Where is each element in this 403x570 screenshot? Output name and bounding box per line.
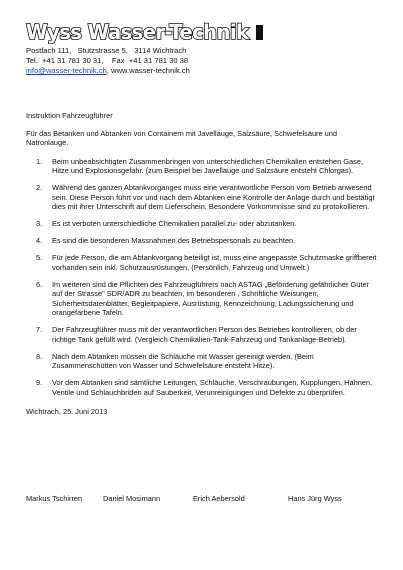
company-logo xyxy=(26,21,263,43)
list-item xyxy=(26,378,378,397)
document-title: Instruktion Fahrzeugführer xyxy=(26,111,113,120)
email-link[interactable]: info@wasser-technik.ch xyxy=(26,66,107,75)
list-item xyxy=(26,325,378,344)
list-item xyxy=(26,236,378,246)
signatory-name: Markus Tschirren xyxy=(26,494,83,503)
item-text: Vor dem Abtanken sind sämtliche Leitungen, Schläuche, Verschraubungen, Kupplungen, Hahnen, Ventile und Schlauchbriden auf Sauberkeit, Verunreinigungen und Defekte zu überprüfen. xyxy=(52,378,373,397)
item-text: Nach dem Abtanken müssen die Schläuche mit Wasser gereinigt werden. (Beim Zusammenschütten von Wasser und Schwefelsäure entsteht Hitze). xyxy=(52,351,314,370)
document-intro: Für das Betanken und Abtanken von Containern mit Javellauge, Salzsäure, Schwefelsäure und Natronlauge. xyxy=(26,128,338,147)
document-body xyxy=(26,111,378,417)
item-number: 2. xyxy=(36,183,43,192)
item-text: Im weiteren sind die Pflichten des Fahrzeugführers nach ASTAG „Beförderung gefährlicher Güter auf der Strasse" SDR/ADR zu beachten, im besonderen , Schriftliche Weisungen, Sicherheitsdatenblätter, Begleitpapiere, Ausrüstung, Kennzeichnung, Ladungssicherung und orangefarbene Tafeln. xyxy=(52,279,369,317)
item-text: Für jede Person, die am Abtankvorgang beteiligt ist, muss eine angepasste Schutzmaske griffbereit vorhanden sein inkl. Schutzausrüstungen, (Persönlich, Fahrzeug und Umwelt.) xyxy=(52,253,377,272)
item-text: Es sind die besonderen Massnahmen des Betriebspersonals zu beachten. xyxy=(52,236,296,245)
list-item xyxy=(26,280,378,318)
list-item xyxy=(26,157,378,176)
item-number: 7. xyxy=(36,325,43,334)
list-item xyxy=(26,183,378,212)
item-text: Beim unbeabsichtigten Zusammenbringen von unterschiedlichen Chemikalien entstehen Gase, Hitze und Explosionsgefahr. (zum Beispiel bei Javellauge und Salzsäure entsteht Chlorgas). xyxy=(52,156,363,175)
item-text: Es ist verboten unterschiedliche Chemikalien parallel zu- oder abzutanken. xyxy=(52,219,297,228)
item-number: 5. xyxy=(36,253,43,262)
list-item xyxy=(26,253,378,272)
item-number: 3. xyxy=(36,219,43,228)
item-text: Der Fahrzeugführer muss mit der verantwortlichen Person des Betriebes kontrollieren, ob der richtige Tank gefüllt wird. (Vergleich Chemikalien-Tank-Fahrzeug und Tankanlage-Betrieb). xyxy=(52,325,357,344)
signatory-name: Erich Aebersold xyxy=(193,494,245,503)
logo-wordmark: Wyss Wasser-Technik xyxy=(26,20,249,44)
item-number: 1. xyxy=(36,156,43,166)
website-text: , www.wasser-technik.ch xyxy=(106,66,190,75)
letterhead-address xyxy=(26,46,190,76)
signature-row xyxy=(26,494,378,504)
list-item xyxy=(26,219,378,229)
logo-badge xyxy=(256,25,263,40)
place-date: Wichtrach, 25. Juni 2013 xyxy=(26,407,108,416)
item-number: 8. xyxy=(36,351,43,361)
item-text: Während des ganzen Abtankvorganges muss eine verantwortliche Person vom Betrieb anwesend sein. Diese Person führt vor und nach dem Abtanken eine Kontrolle der Anlage durch und bestätigt dies mit ihrer Unterschrift auf dem Lieferschein. Besondere Vorkommnisse sind zu protokollieren. xyxy=(52,183,375,211)
phone-fax-line: Tel. +41 31 781 30 31, Fax +41 31 781 30 38 xyxy=(26,56,189,65)
signatory-name: Daniel Mosimann xyxy=(103,494,161,503)
item-number: 6. xyxy=(36,279,43,289)
item-number: 9. xyxy=(36,378,43,387)
item-number: 4. xyxy=(36,236,43,245)
address-line: Postfach 111, Stutzstrasse 5, 3114 Wichtrach xyxy=(26,46,187,55)
list-item xyxy=(26,352,378,371)
signatory-name: Hans Jürg Wyss xyxy=(288,494,342,503)
instruction-list xyxy=(26,157,378,398)
